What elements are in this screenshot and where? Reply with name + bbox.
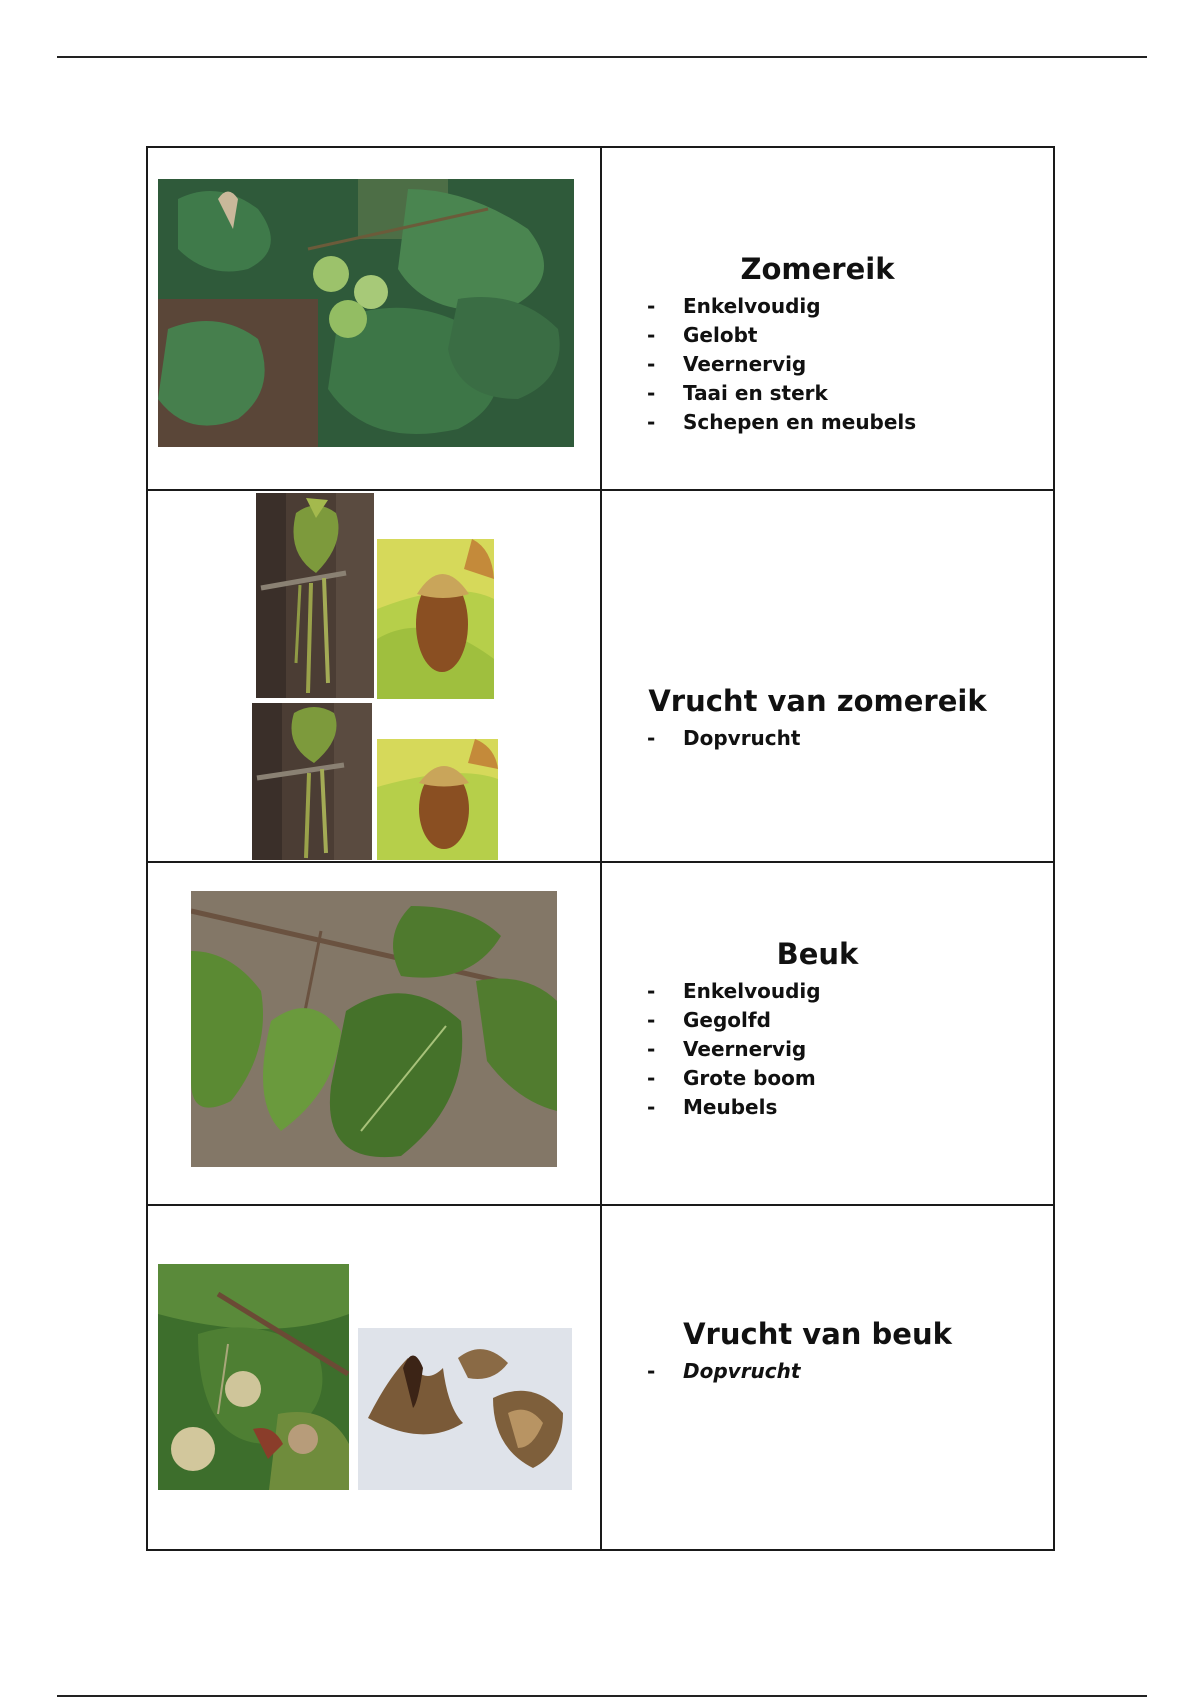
list-item-text: Dopvrucht bbox=[683, 1359, 801, 1383]
card-title: Vrucht van zomereik bbox=[648, 684, 987, 718]
list-item: - Veernervig bbox=[647, 350, 1033, 379]
property-list bbox=[647, 977, 1033, 1122]
card-title: Vrucht van beuk bbox=[683, 1317, 952, 1351]
oak-catkins-photo bbox=[256, 493, 374, 698]
list-item: - Enkelvoudig bbox=[647, 977, 1033, 1006]
list-item: - Gegolfd bbox=[647, 1006, 1033, 1035]
oak-leaves-photo bbox=[158, 179, 574, 447]
species-table bbox=[146, 146, 1055, 1551]
header-rule bbox=[57, 56, 1147, 58]
image-cell bbox=[147, 147, 601, 490]
table-row bbox=[147, 1205, 1054, 1550]
acorn-photo bbox=[377, 739, 498, 860]
card-title: Zomereik bbox=[740, 252, 895, 286]
property-list bbox=[647, 292, 1033, 437]
oak-catkins-photo bbox=[252, 703, 372, 860]
list-item: - Schepen en meubels bbox=[647, 408, 1033, 437]
list-item: - Gelobt bbox=[647, 321, 1033, 350]
list-item bbox=[647, 1357, 1033, 1386]
image-cell bbox=[147, 490, 601, 862]
list-item: - Meubels bbox=[647, 1093, 1033, 1122]
image-cell bbox=[147, 1205, 601, 1550]
table-row bbox=[147, 490, 1054, 862]
list-item: - Dopvrucht bbox=[647, 724, 1033, 753]
list-item: - Veernervig bbox=[647, 1035, 1033, 1064]
text-cell bbox=[601, 862, 1054, 1205]
table-row bbox=[147, 862, 1054, 1205]
footer-rule bbox=[57, 1695, 1147, 1697]
table-row bbox=[147, 147, 1054, 490]
beech-flowers-photo bbox=[158, 1264, 349, 1490]
text-cell bbox=[601, 490, 1054, 862]
list-item: - Enkelvoudig bbox=[647, 292, 1033, 321]
list-item: - Taai en sterk bbox=[647, 379, 1033, 408]
beech-leaves-photo bbox=[191, 891, 557, 1167]
card-title: Beuk bbox=[776, 937, 859, 971]
text-cell bbox=[601, 1205, 1054, 1550]
text-cell bbox=[601, 147, 1054, 490]
image-cell bbox=[147, 862, 601, 1205]
acorn-photo bbox=[377, 539, 494, 699]
property-list bbox=[647, 724, 1033, 753]
beechnut-husks-photo bbox=[358, 1328, 572, 1490]
property-list bbox=[647, 1357, 1033, 1386]
list-item: - Grote boom bbox=[647, 1064, 1033, 1093]
